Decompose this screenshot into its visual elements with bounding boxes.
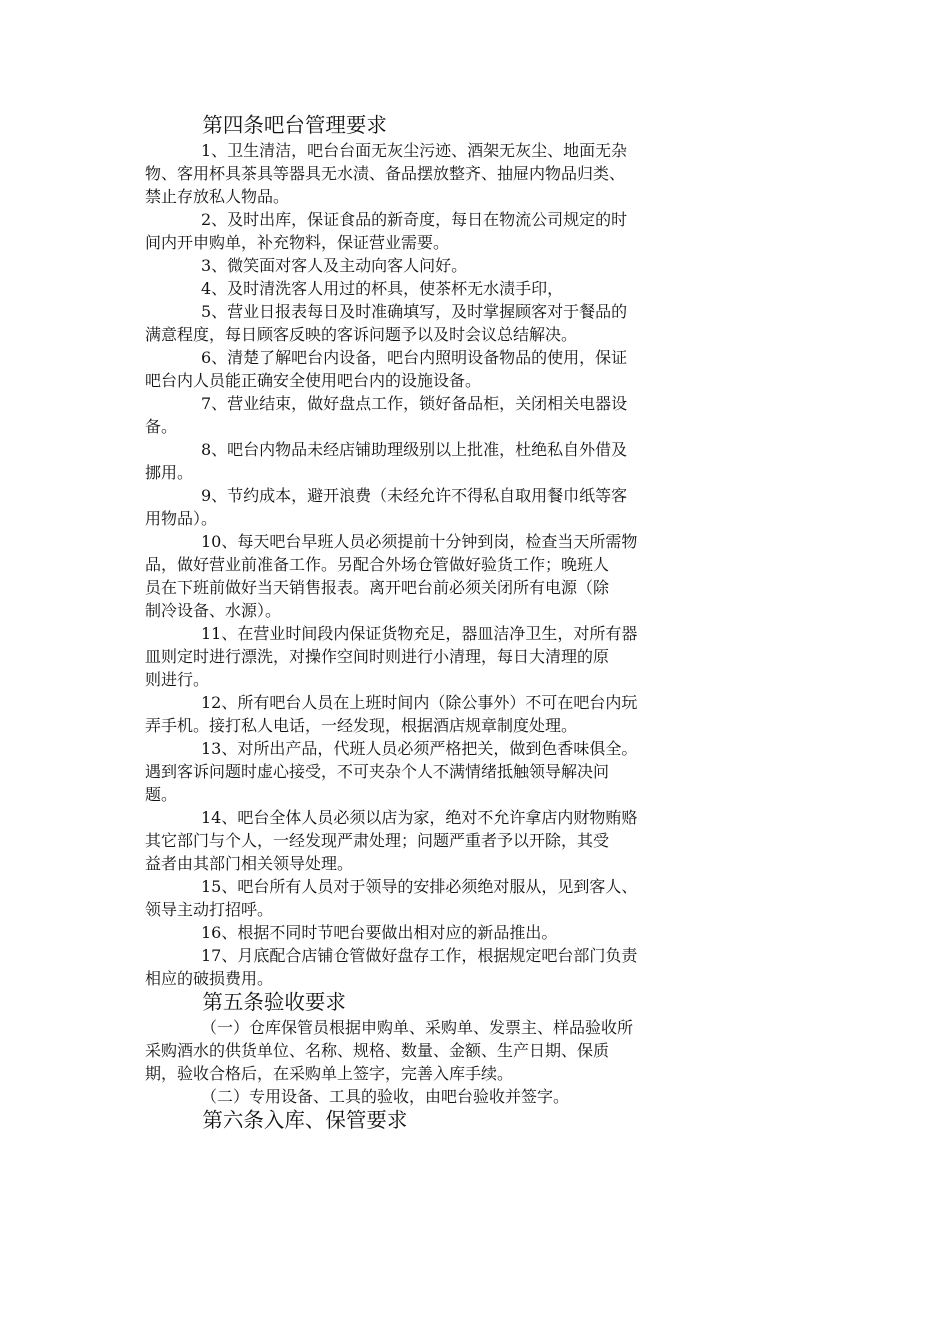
paragraph-19 [145,1084,825,1107]
paragraph-17 [145,943,825,989]
paragraph-13 [145,736,825,805]
paragraph-6 [145,345,825,391]
paragraph-12 [145,690,825,736]
paragraph-line: 14、吧台全体人员必须以店为家，绝对不允许拿店内财物贿赂 [201,808,638,828]
paragraph-line: 16、根据不同时节吧台要做出相对应的新品推出。 [201,923,558,943]
section-heading-4 [145,112,825,138]
paragraph-line: 17、月底配合店铺仓管做好盘存工作，根据规定吧台部门负责 [201,946,638,966]
paragraph-line: 皿则定时进行漂洗，对操作空间时则进行小清理，每日大清理的原 [145,647,610,667]
paragraph-line: 吧台内人员能正确安全使用吧台内的设施设备。 [145,371,482,391]
paragraph-line: 9、节约成本，避开浪费（未经允许不得私自取用餐巾纸等客 [201,486,628,506]
paragraph-4 [145,276,825,299]
paragraph-line: 采购酒水的供货单位、名称、规格、数量、金额、生产日期、保质 [145,1041,610,1061]
paragraph-line: （二）专用设备、工具的验收，由吧台验收并签字。 [201,1087,570,1107]
paragraph-line: 员在下班前做好当天销售报表。离开吧台前必须关闭所有电源（除 [145,578,610,598]
paragraph-2 [145,207,825,253]
heading-text: 第五条验收要求 [202,990,346,1015]
paragraph-8 [145,437,825,483]
paragraph-line: 5、营业日报表每日及时准确填写，及时掌握顾客对于餐品的 [201,302,628,322]
paragraph-1 [145,138,825,207]
paragraph-line: 7、营业结束，做好盘点工作，锁好备品柜，关闭相关电器设 [201,394,628,414]
section-heading-6 [145,1107,825,1133]
paragraph-line: 其它部门与个人，一经发现严肃处理；问题严重者予以开除，其受 [145,831,610,851]
paragraph-line: 益者由其部门相关领导处理。 [145,854,354,874]
paragraph-line: 相应的破损费用。 [145,969,274,989]
paragraph-18 [145,1015,825,1084]
paragraph-line: 期，验收合格后，在采购单上签字，完善入库手续。 [145,1064,514,1084]
paragraph-line: 禁止存放私人物品。 [145,187,290,207]
paragraph-line: 用物品）。 [145,509,218,529]
paragraph-line: 15、吧台所有人员对于领导的安排必须绝对服从，见到客人、 [201,877,638,897]
paragraph-line: 10、每天吧台早班人员必须提前十分钟到岗，检查当天所需物 [201,532,638,552]
heading-text: 第四条吧台管理要求 [202,113,387,137]
paragraph-5 [145,299,825,345]
paragraph-9 [145,483,825,529]
paragraph-line: 品，做好营业前准备工作。另配合外场仓管做好验货工作；晚班人 [145,555,610,575]
paragraph-11 [145,621,825,690]
paragraph-line: 则进行。 [145,670,210,690]
paragraph-14 [145,805,825,874]
paragraph-16 [145,920,825,943]
paragraph-line: 弄手机。接打私人电话，一经发现，根据酒店规章制度处理。 [145,716,578,736]
paragraph-15 [145,874,825,920]
section-heading-5 [145,989,825,1015]
paragraph-line: 2、及时出库，保证食品的新奇度，每日在物流公司规定的时 [201,210,628,230]
paragraph-line: 题。 [145,785,178,805]
document-body [145,112,825,1134]
paragraph-line: 8、吧台内物品未经店铺助理级别以上批准，杜绝私自外借及 [201,440,628,460]
paragraph-10 [145,529,825,621]
paragraph-line: 11、在营业时间段内保证货物充足，器皿洁净卫生，对所有器 [201,624,638,644]
paragraph-line: 物、客用杯具茶具等器具无水渍、备品摆放整齐、抽屉内物品归类、 [145,164,626,184]
paragraph-line: 间内开申购单，补充物料，保证营业需要。 [145,233,450,253]
paragraph-3 [145,253,825,276]
paragraph-line: 挪用。 [145,463,194,483]
paragraph-line: 4、及时清洗客人用过的杯具，使茶杯无水渍手印， [201,279,564,299]
paragraph-7 [145,391,825,437]
paragraph-line: 1、卫生清洁，吧台台面无灰尘污迹、酒架无灰尘、地面无杂 [201,141,628,161]
paragraph-line: 备。 [145,417,178,437]
paragraph-line: 12、所有吧台人员在上班时间内（除公事外）不可在吧台内玩 [201,693,638,713]
paragraph-line: 6、清楚了解吧台内设备，吧台内照明设备物品的使用，保证 [201,348,628,368]
paragraph-line: 制冷设备、水源）。 [145,601,282,621]
paragraph-line: （一）仓库保管员根据申购单、采购单、发票主、样品验收所 [201,1018,634,1038]
paragraph-line: 领导主动打招呼。 [145,900,274,920]
paragraph-line: 遇到客诉问题时虚心接受，不可夹杂个人不满情绪抵触领导解决问 [145,762,610,782]
paragraph-line: 3、微笑面对客人及主动向客人问好。 [201,256,468,276]
heading-text: 第六条入库、保管要求 [202,1108,408,1133]
paragraph-line: 13、对所出产品，代班人员必须严格把关，做到色香味俱全。 [201,739,638,759]
paragraph-line: 满意程度，每日顾客反映的客诉问题予以及时会议总结解决。 [145,325,578,345]
